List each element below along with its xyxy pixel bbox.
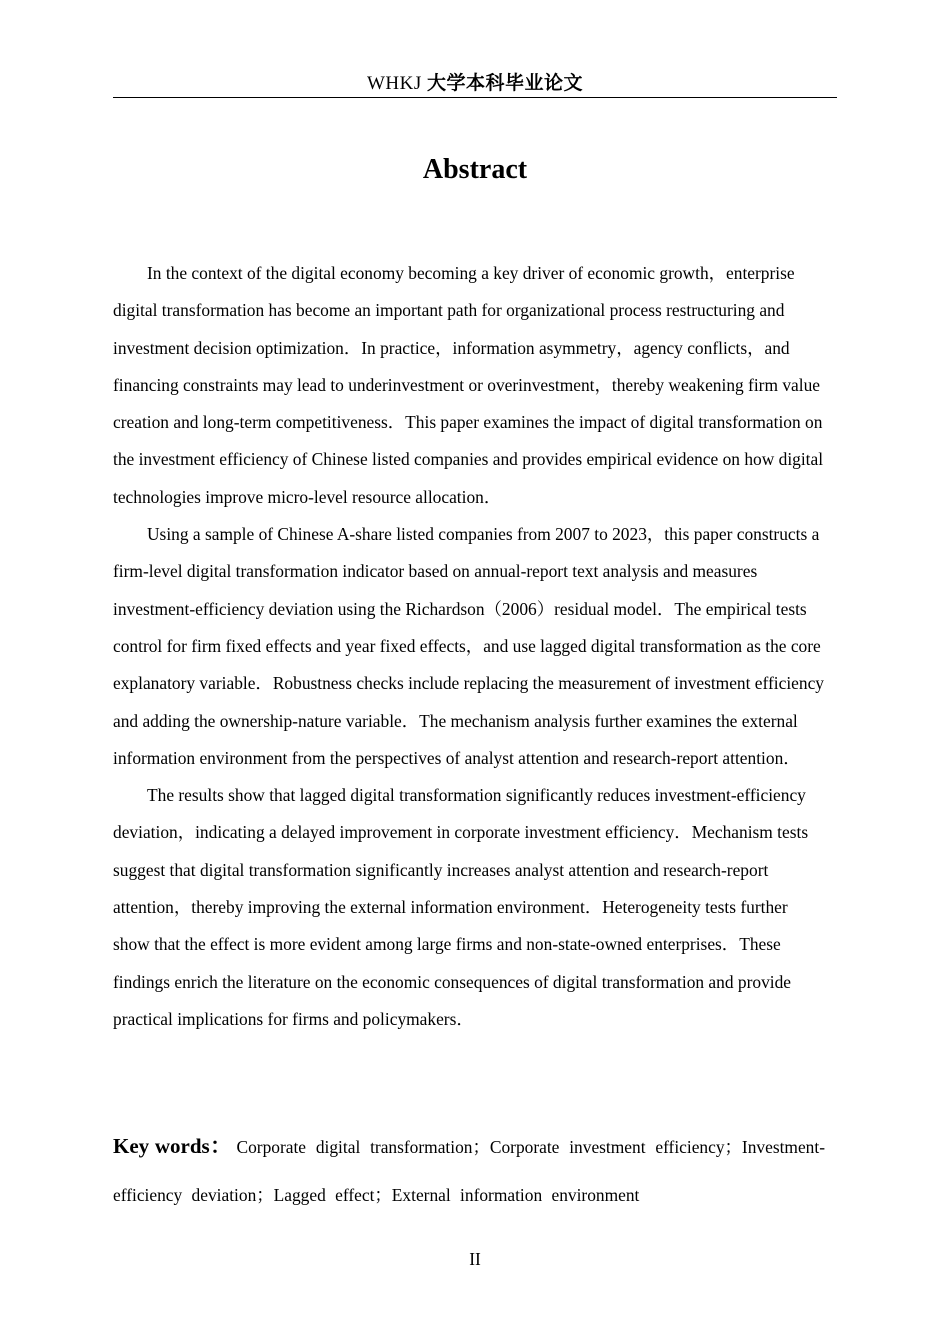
keywords-list: Corporate digital transformation；Corporate investment efficiency；Investment-efficiency deviation；Lagged effect；External information environment (113, 1137, 825, 1205)
page-title: Abstract (422, 154, 528, 185)
abstract-paragraph-2: Using a sample of Chinese A-share listed companies from 2007 to 2023，this paper constructs a firm-level digital transformation indicator based on annual-report text analysis and measures investment-efficiency deviation using the Richardson（2006）residual model．The empirical tests control for firm fixed effects and year fixed effects，and use lagged digital transformation as the core explanatory variable．Robustness checks include replacing the measurement of investment efficiency and adding the ownership-nature variable．The mechanism analysis further examines the external information environment from the perspectives of analyst attention and research-report attention． (113, 524, 824, 768)
header-thesis-label: 大学本科毕业论文 (427, 72, 584, 94)
abstract-body (113, 255, 825, 1038)
keywords-block (113, 1122, 825, 1219)
abstract-paragraph-1: In the context of the digital economy becoming a key driver of economic growth，enterprise digital transformation has become an important path for organizational process restructuring and investment decision optimization．In practice，information asymmetry，agency conflicts，and financing constraints may lead to underinvestment or overinvestment，thereby weakening firm value creation and long-term competitiveness．This paper examines the impact of digital transformation on the investment efficiency of Chinese listed companies and provides empirical evidence on how digital technologies improve micro-level resource allocation． (113, 263, 824, 507)
header-rule (113, 97, 837, 98)
header-institution-code: WHKJ (366, 73, 422, 94)
running-header (113, 70, 837, 97)
keywords-label: Key words： (113, 1134, 232, 1158)
abstract-paragraph-3: The results show that lagged digital transformation significantly reduces investment-efficiency deviation，indicating a delayed improvement in corporate investment efficiency．Mechanism tests suggest that digital transformation significantly increases analyst attention and research-report attention，thereby improving the external information environment．Heterogeneity tests further show that the effect is more evident among large firms and non-state-owned enterprises．These findings enrich the literature on the economic consequences of digital transformation and provide practical implications for firms and policymakers． (113, 785, 809, 1029)
page-number: II (469, 1249, 481, 1269)
